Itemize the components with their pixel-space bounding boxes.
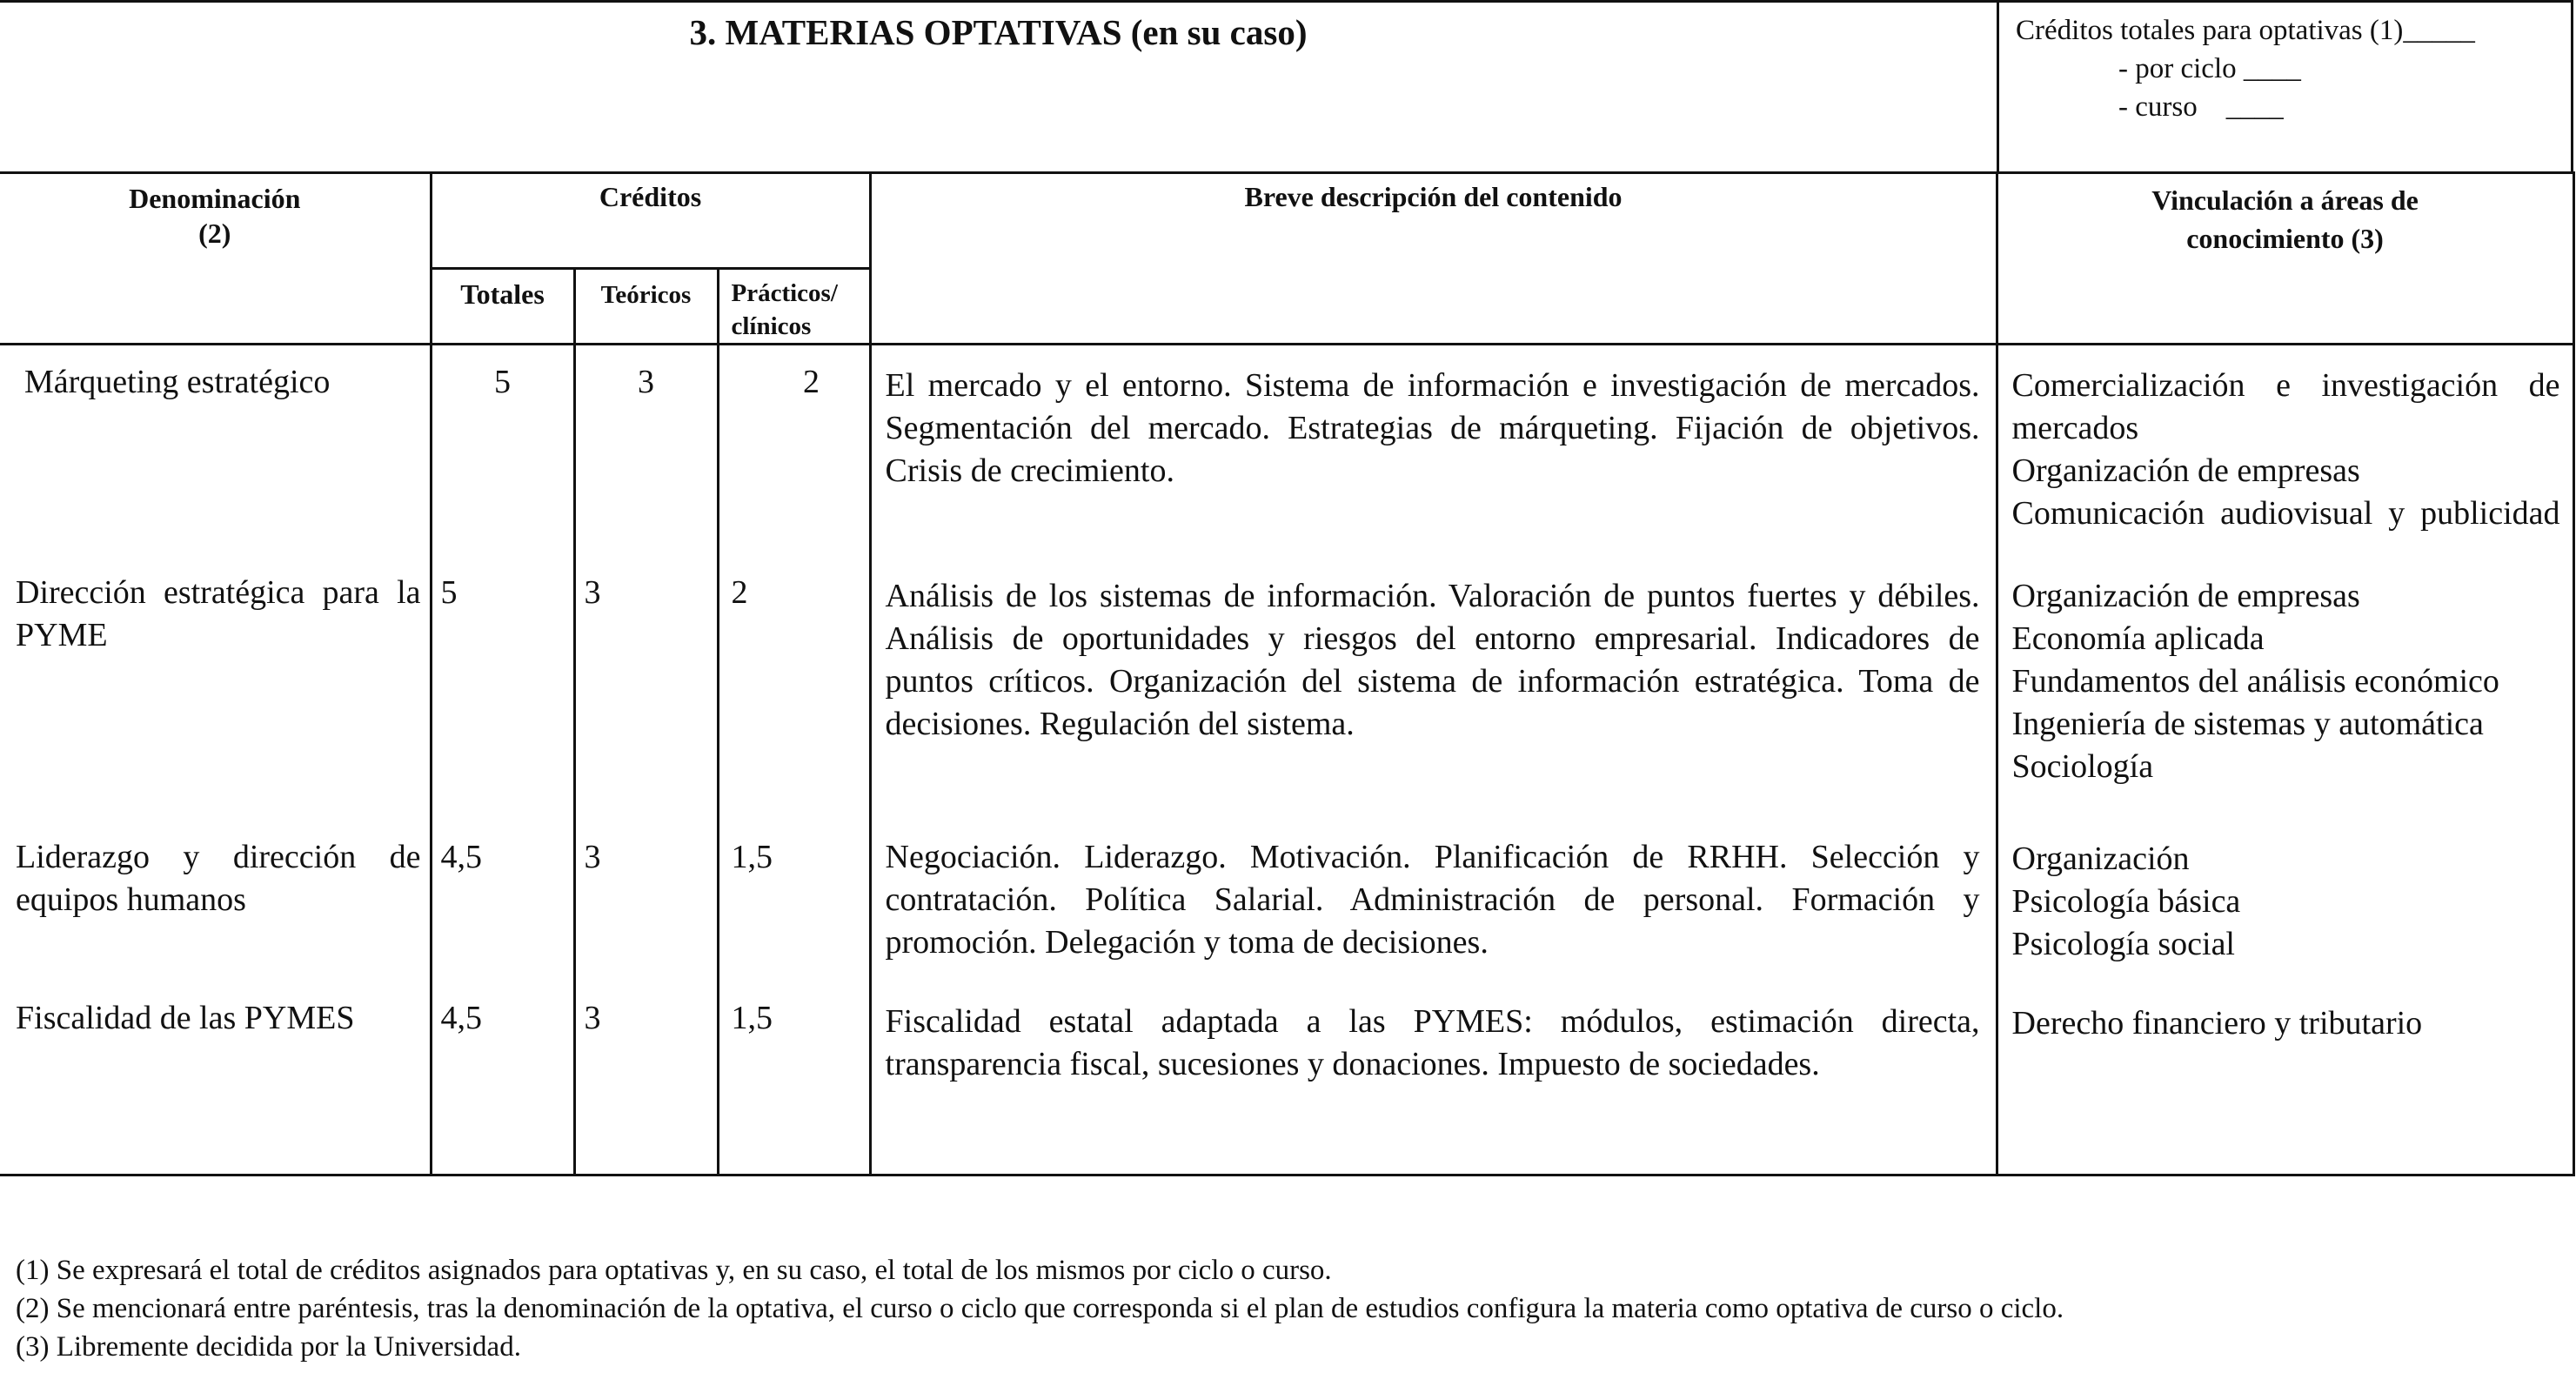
subject-name: Dirección estratégica para la PYME xyxy=(16,573,421,653)
area-item: Ingeniería de sistemas y automática xyxy=(2011,705,2484,742)
optional-subjects-table xyxy=(0,171,2575,1176)
area-item: Economía aplicada xyxy=(2011,620,2265,657)
area-item: Fundamentos del análisis económico xyxy=(2011,662,2499,700)
total-credits-box xyxy=(2016,11,2475,126)
table-row xyxy=(0,566,2573,836)
knowledge-areas xyxy=(1998,997,2573,1045)
area-item: Derecho financiero y tributario xyxy=(2011,1004,2423,1041)
credits-total: 4,5 xyxy=(440,999,482,1036)
area-item: Comunicación audiovisual y publicidad xyxy=(2011,495,2560,532)
credits-total: 4,5 xyxy=(440,838,482,875)
credits-theory: 3 xyxy=(584,838,601,875)
total-credits-label: Créditos totales para optativas (1)_____ xyxy=(2016,15,2475,46)
area-item: Psicología básica xyxy=(2011,882,2241,920)
subject-name: Márqueting estratégico xyxy=(24,364,331,400)
knowledge-areas xyxy=(1998,836,2573,966)
denominacion-label: Denominación xyxy=(129,183,301,214)
footnote-2: (2) Se mencionará entre paréntesis, tras la denominación de la optativa, el curso o ciclo que corresponda si el plan de estudios configura la materia como optativa de curso o ciclo. xyxy=(16,1293,2064,1324)
subject-description: Negociación. Liderazgo. Motivación. Planificación de RRHH. Selección y contratación. Política Salarial. Administración de personal. Formación y promoción. Delegación y toma de decisiones. xyxy=(885,838,1980,961)
subject-description: Fiscalidad estatal adaptada a las PYMES: módulos, estimación directa, transparencia fiscal, sucesiones y donaciones. Impuesto de sociedades. xyxy=(885,1002,1980,1082)
table-row xyxy=(0,997,2573,1175)
credits-theory: 3 xyxy=(638,364,654,400)
subject-name: Liderazgo y dirección de equipos humanos xyxy=(16,838,421,918)
table-row xyxy=(0,345,2573,566)
descripcion-label: Breve descripción del contenido xyxy=(1244,181,1623,212)
col-header-creditos xyxy=(431,173,870,269)
col-header-teoricos xyxy=(574,269,718,345)
credits-practical: 1,5 xyxy=(731,838,773,875)
area-item: Psicología social xyxy=(2011,925,2235,962)
col-header-practicos xyxy=(718,269,870,345)
table-row xyxy=(0,836,2573,997)
knowledge-areas xyxy=(1998,345,2573,535)
subject-name: Fiscalidad de las PYMES xyxy=(16,999,355,1036)
area-item: Organización xyxy=(2011,840,2190,877)
area-item: Sociología xyxy=(2011,747,2154,785)
area-item: Organización de empresas xyxy=(2011,452,2360,489)
practicos-label: Prácticos/ clínicos xyxy=(731,279,838,340)
footnote-1: (1) Se expresará el total de créditos asignados para optativas y, en su caso, el total de los mismos por ciclo o curso. xyxy=(16,1255,1332,1286)
credits-practical: 1,5 xyxy=(731,999,773,1036)
totales-label: Totales xyxy=(460,278,545,310)
col-header-denominacion xyxy=(0,173,431,345)
footnote-3: (3) Libremente decidida por la Universidad. xyxy=(16,1331,521,1363)
denominacion-note: (2) xyxy=(198,218,231,249)
credits-total: 5 xyxy=(494,364,511,400)
credits-theory: 3 xyxy=(584,999,601,1036)
footnotes xyxy=(16,1251,2064,1366)
credits-theory: 3 xyxy=(584,573,601,611)
per-course-label: - curso ____ xyxy=(2118,91,2284,123)
vinculacion-label: Vinculación a áreas de conocimiento (3) xyxy=(2151,184,2419,254)
area-item: Organización de empresas xyxy=(2011,577,2360,614)
credits-total: 5 xyxy=(440,573,458,611)
subject-description: El mercado y el entorno. Sistema de información e investigación de mercados. Segmentación del mercado. Estrategias de márqueting. Fijación de objetivos. Crisis de crecimiento. xyxy=(885,367,1980,489)
per-cycle-label: - por ciclo ____ xyxy=(2118,53,2301,84)
col-header-descripcion xyxy=(870,173,1997,345)
credits-practical: 2 xyxy=(803,364,820,400)
section-title: 3. MATERIAS OPTATIVAS (en su caso) xyxy=(689,12,1308,52)
col-header-vinculacion xyxy=(1997,173,2573,345)
knowledge-areas xyxy=(1998,566,2573,788)
subject-description: Análisis de los sistemas de información. Valoración de puntos fuertes y débiles. Análisis de oportunidades y riesgos del entorno empresarial. Indicadores de puntos críticos. Organización del sistema de información estratégica. Toma de decisiones. Regulación del sistema. xyxy=(885,577,1980,742)
teoricos-label: Teóricos xyxy=(600,281,692,309)
header-divider xyxy=(1997,3,1999,174)
section-header xyxy=(0,0,2573,174)
credits-practical: 2 xyxy=(731,573,748,611)
col-header-totales xyxy=(431,269,574,345)
area-item: Comercialización e investigación de mercados xyxy=(2011,367,2560,446)
creditos-label: Créditos xyxy=(599,181,702,212)
